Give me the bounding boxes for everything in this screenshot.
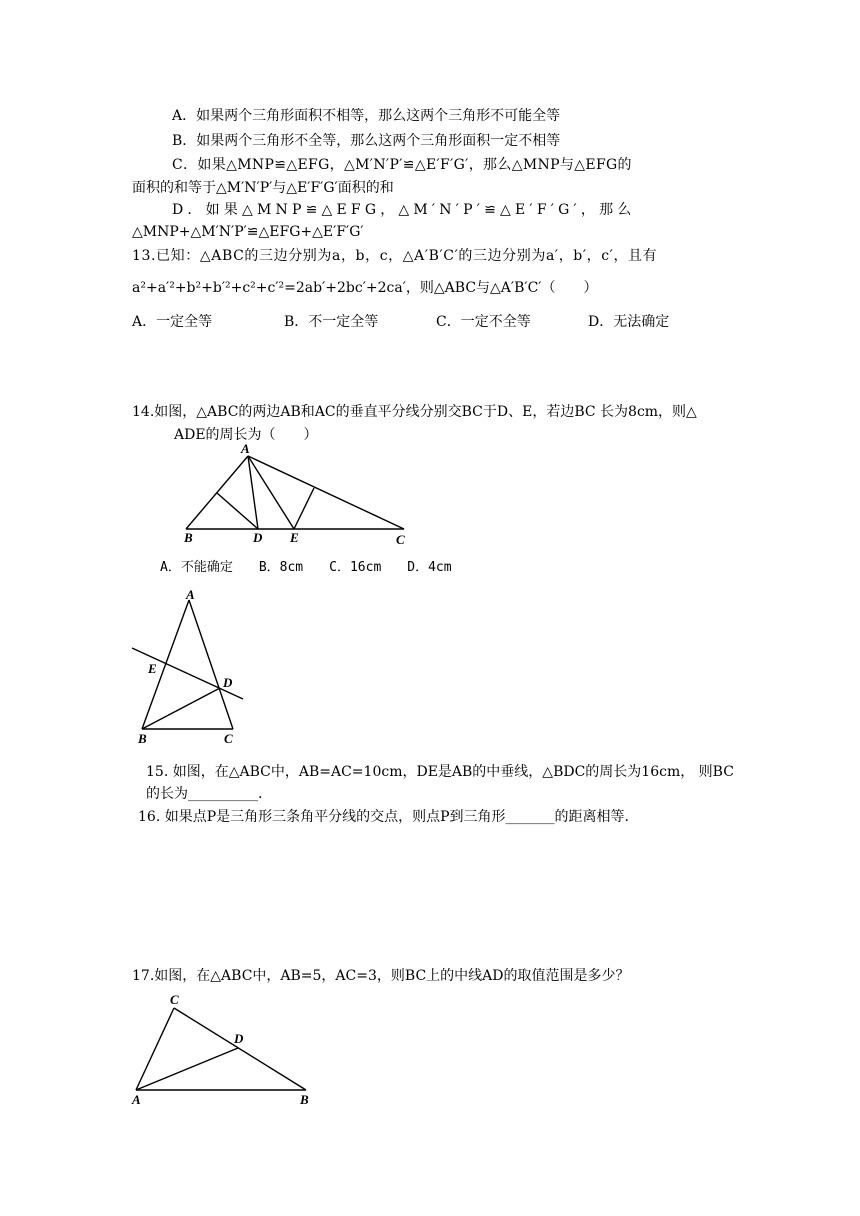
q14-figure (170, 440, 420, 550)
q15-label-e: E (148, 661, 157, 676)
q17-label-b: B (300, 1092, 309, 1107)
q14-label-e: E (290, 530, 299, 545)
q15-label-b: B (138, 731, 147, 746)
q14-stem-line1: 14.如图，△ABC的两边AB和AC的垂直平分线分别交BC于D、E，若边BC 长为8cm，则△ (132, 404, 697, 420)
q16-stem: 16. 如果点P是三角形三条角平分线的交点，则点P到三角形_______的距离相等. (138, 809, 630, 825)
q17-side-cb (174, 1008, 306, 1090)
q15-label-a: A (186, 587, 195, 602)
q17-label-a: A (132, 1092, 141, 1107)
q17-median-ad (136, 1048, 238, 1090)
q15-stem-line1: 15. 如图，在△ABC中，AB=AC=10cm，DE是AB的中垂线，△BDC的周长为16cm， 则BC (146, 764, 734, 780)
q12-option-b: B．如果两个三角形不全等，那么这两个三角形面积一定不相等 (172, 133, 561, 149)
q14-label-d: D (253, 530, 263, 545)
q14-stem-line2: ADE的周长为（ ） (174, 427, 318, 443)
q15-side-ac (189, 600, 233, 729)
q14-label-a: A (241, 441, 250, 456)
q15-figure (128, 588, 258, 748)
q17-stem: 17.如图，在△ABC中，AB=5，AC=3，则BC上的中线AD的取值范围是多少？ (132, 968, 630, 984)
q13-option-d: D．无法确定 (588, 314, 670, 330)
q17-side-ac (136, 1008, 174, 1090)
q14-bisector-ab (217, 493, 258, 529)
q15-segment-bd (142, 688, 220, 729)
q14-bisector-ac (294, 488, 314, 529)
q13-stem-line2: a²+a′²+b²+b′²+c²+c′²=2ab′+2bc′+2ca′，则△ABC与△A′B′C′（ ） (132, 280, 598, 296)
q12-option-c-line2: 面积的和等于△M′N′P′与△E′F′G′面积的和 (132, 180, 394, 196)
q17-label-c: C (170, 992, 179, 1007)
q12-option-a: A．如果两个三角形面积不相等，那么这两个三角形不可能全等 (172, 108, 561, 124)
q12-option-d-line1: D．如果△MNP≌△EFG，△M′N′P′≌△E′F′G′，那么 (172, 202, 636, 218)
q13-option-a: A．一定全等 (132, 314, 213, 330)
q13-stem-line1: 13.已知：△ABC的三边分别为a，b，c，△A′B′C′的三边分别为a′，b′，c′，且有 (132, 248, 658, 264)
q14-segment-ad (248, 456, 258, 529)
q14-label-b: B (184, 530, 193, 545)
q15-label-c: C (224, 731, 233, 746)
q14-options: A．不能确定 B．8cm C．16cm D．4cm (160, 560, 452, 575)
q13-option-b: B．不一定全等 (284, 314, 379, 330)
q13-option-c: C．一定不全等 (436, 314, 531, 330)
q14-side-ab (186, 456, 248, 529)
q14-label-c: C (396, 532, 405, 547)
q12-option-d-line2: △MNP+△M′N′P′≌△EFG+△E′F′G′ (132, 224, 364, 240)
q15-label-d: D (223, 675, 233, 690)
q17-label-d: D (234, 1031, 244, 1046)
q17-figure (126, 992, 326, 1107)
q12-option-c-line1: C．如果△MNP≌△EFG，△M′N′P′≌△E′F′G′，那么△MNP与△EFG的 (172, 157, 632, 173)
q15-stem-line2: 的长为__________. (146, 786, 263, 802)
